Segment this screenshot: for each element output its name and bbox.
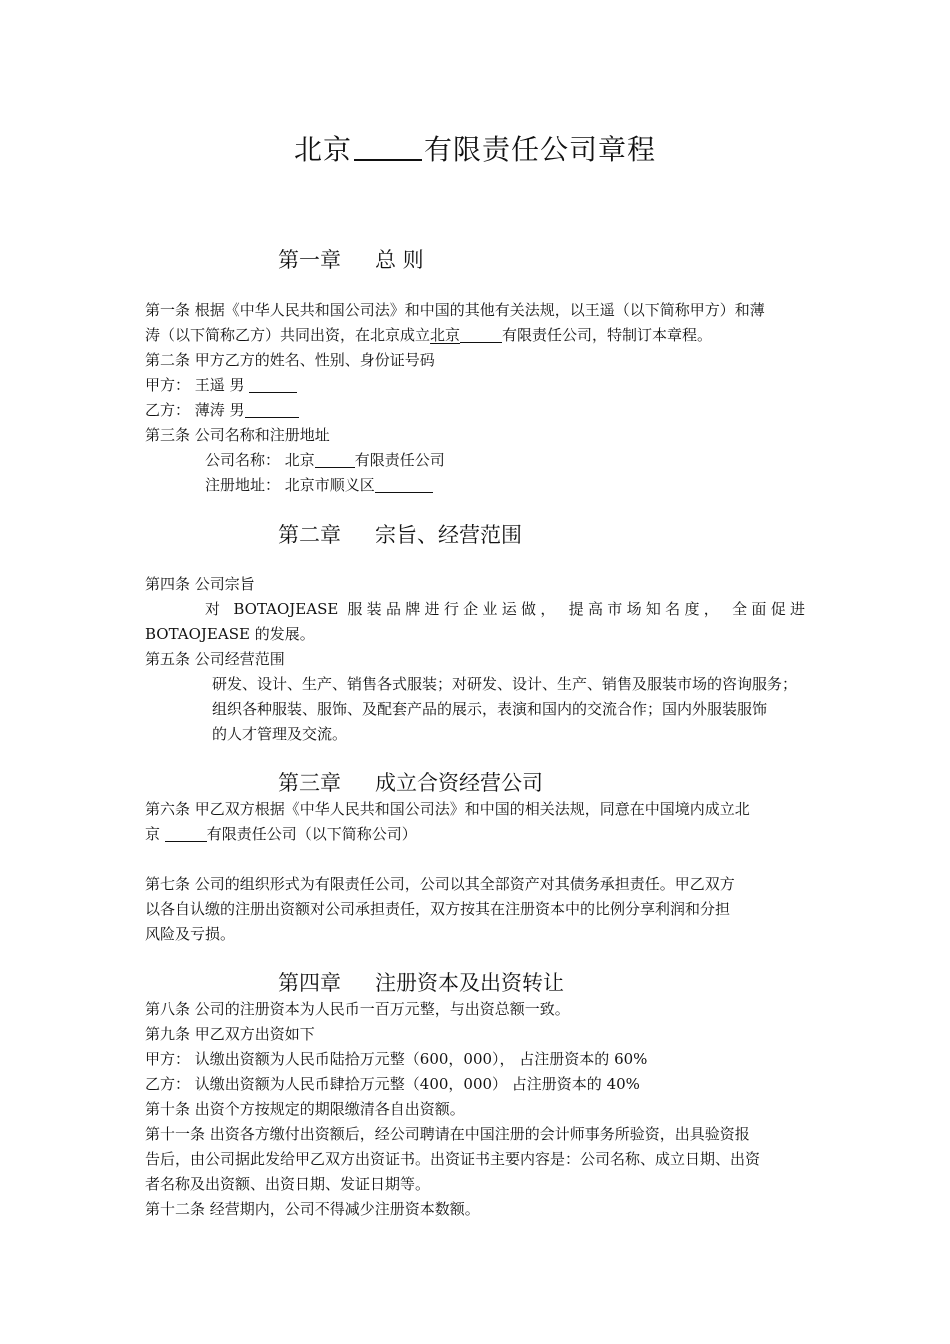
company-name-line: 公司名称： 北京 有限责任公司 <box>205 451 445 469</box>
article-4: 第四条 公司宗旨 <box>145 575 255 593</box>
article-7-line-1: 第七条 公司的组织形式为有限责任公司，公司以其全部资产对其债务承担责任。甲乙双方 <box>145 875 735 893</box>
article-5-line-3: 的人才管理及交流。 <box>212 725 348 743</box>
article-2: 第二条 甲方乙方的姓名、性别、身份证号码 <box>145 351 435 369</box>
article-5-line-2: 组织各种服装、服饰、及配套产品的展示，表演和国内的交流合作；国内外服装服饰 <box>212 700 768 718</box>
title-suffix: 有限责任公司章程 <box>424 133 657 166</box>
party-b-line: 乙方： 薄涛 男 <box>145 398 810 422</box>
chapter-3-heading: 第三章 成立合资经营公司 <box>278 771 543 795</box>
article-7-line-2: 以各自认缴的注册出资额对公司承担责任，双方按其在注册资本中的比例分享利润和分担 <box>145 900 731 918</box>
article-9-party-b: 乙方： 认缴出资额为人民币肆拾万元整（400，000） 占注册资本的 40% <box>145 1075 640 1093</box>
article-11-line-2: 告后，由公司据此发给甲乙双方出资证书。出资证书主要内容是：公司名称、成立日期、出资 <box>145 1150 761 1168</box>
title-prefix: 北京 <box>293 133 352 166</box>
article-4-line-2: BOTAOJEASE 的发展。 <box>145 625 315 643</box>
article-9: 第九条 甲乙双方出资如下 <box>145 1025 315 1043</box>
document-title <box>0 130 950 170</box>
article-3: 第三条 公司名称和注册地址 <box>145 426 330 444</box>
article-11-line-3: 者名称及出资额、出资日期、发证日期等。 <box>145 1175 431 1193</box>
article-8: 第八条 公司的注册资本为人民币一百万元整，与出资总额一致。 <box>145 1000 570 1018</box>
article-10: 第十条 出资个方按规定的期限缴清各自出资额。 <box>145 1100 465 1118</box>
chapter-2-heading: 第二章 宗旨、经营范围 <box>278 523 522 547</box>
article-6-line-2: 京 有限责任公司（以下简称公司） <box>145 825 417 843</box>
article-7-line-3: 风险及亏损。 <box>145 925 236 943</box>
article-5-line-1: 研发、设计、生产、销售各式服装；对研发、设计、生产、销售及服装市场的咨询服务； <box>212 675 798 693</box>
registered-address-line: 注册地址： 北京市顺义区 <box>205 473 870 497</box>
chapter-4-heading: 第四章 注册资本及出资转让 <box>278 971 564 995</box>
article-5: 第五条 公司经营范围 <box>145 650 285 668</box>
party-a-line: 甲方： 王遥 男 <box>145 373 810 397</box>
article-4-line-1: 对 BOTAOJEASE 服装品牌进行企业运做， 提高市场知名度， 全面促进 <box>205 600 805 618</box>
article-6-line-1: 第六条 甲乙双方根据《中华人民共和国公司法》和中国的相关法规，同意在中国境内成立北 <box>145 800 750 818</box>
article-1-line-2: 涛（以下简称乙方）共同出资，在北京成立北京 有限责任公司，特制订本章程。 <box>145 326 713 344</box>
chapter-1-heading: 第一章 总 则 <box>278 248 424 272</box>
title-blank <box>354 137 422 161</box>
article-12: 第十二条 经营期内，公司不得减少注册资本数额。 <box>145 1200 480 1218</box>
article-1-line-1: 第一条 根据《中华人民共和国公司法》和中国的其他有关法规，以王遥（以下简称甲方）和薄 <box>145 301 765 319</box>
article-9-party-a: 甲方： 认缴出资额为人民币陆拾万元整（600，000）， 占注册资本的 60% <box>145 1050 648 1068</box>
article-11-line-1: 第十一条 出资各方缴付出资额后，经公司聘请在中国注册的会计师事务所验资，出具验资报 <box>145 1125 750 1143</box>
